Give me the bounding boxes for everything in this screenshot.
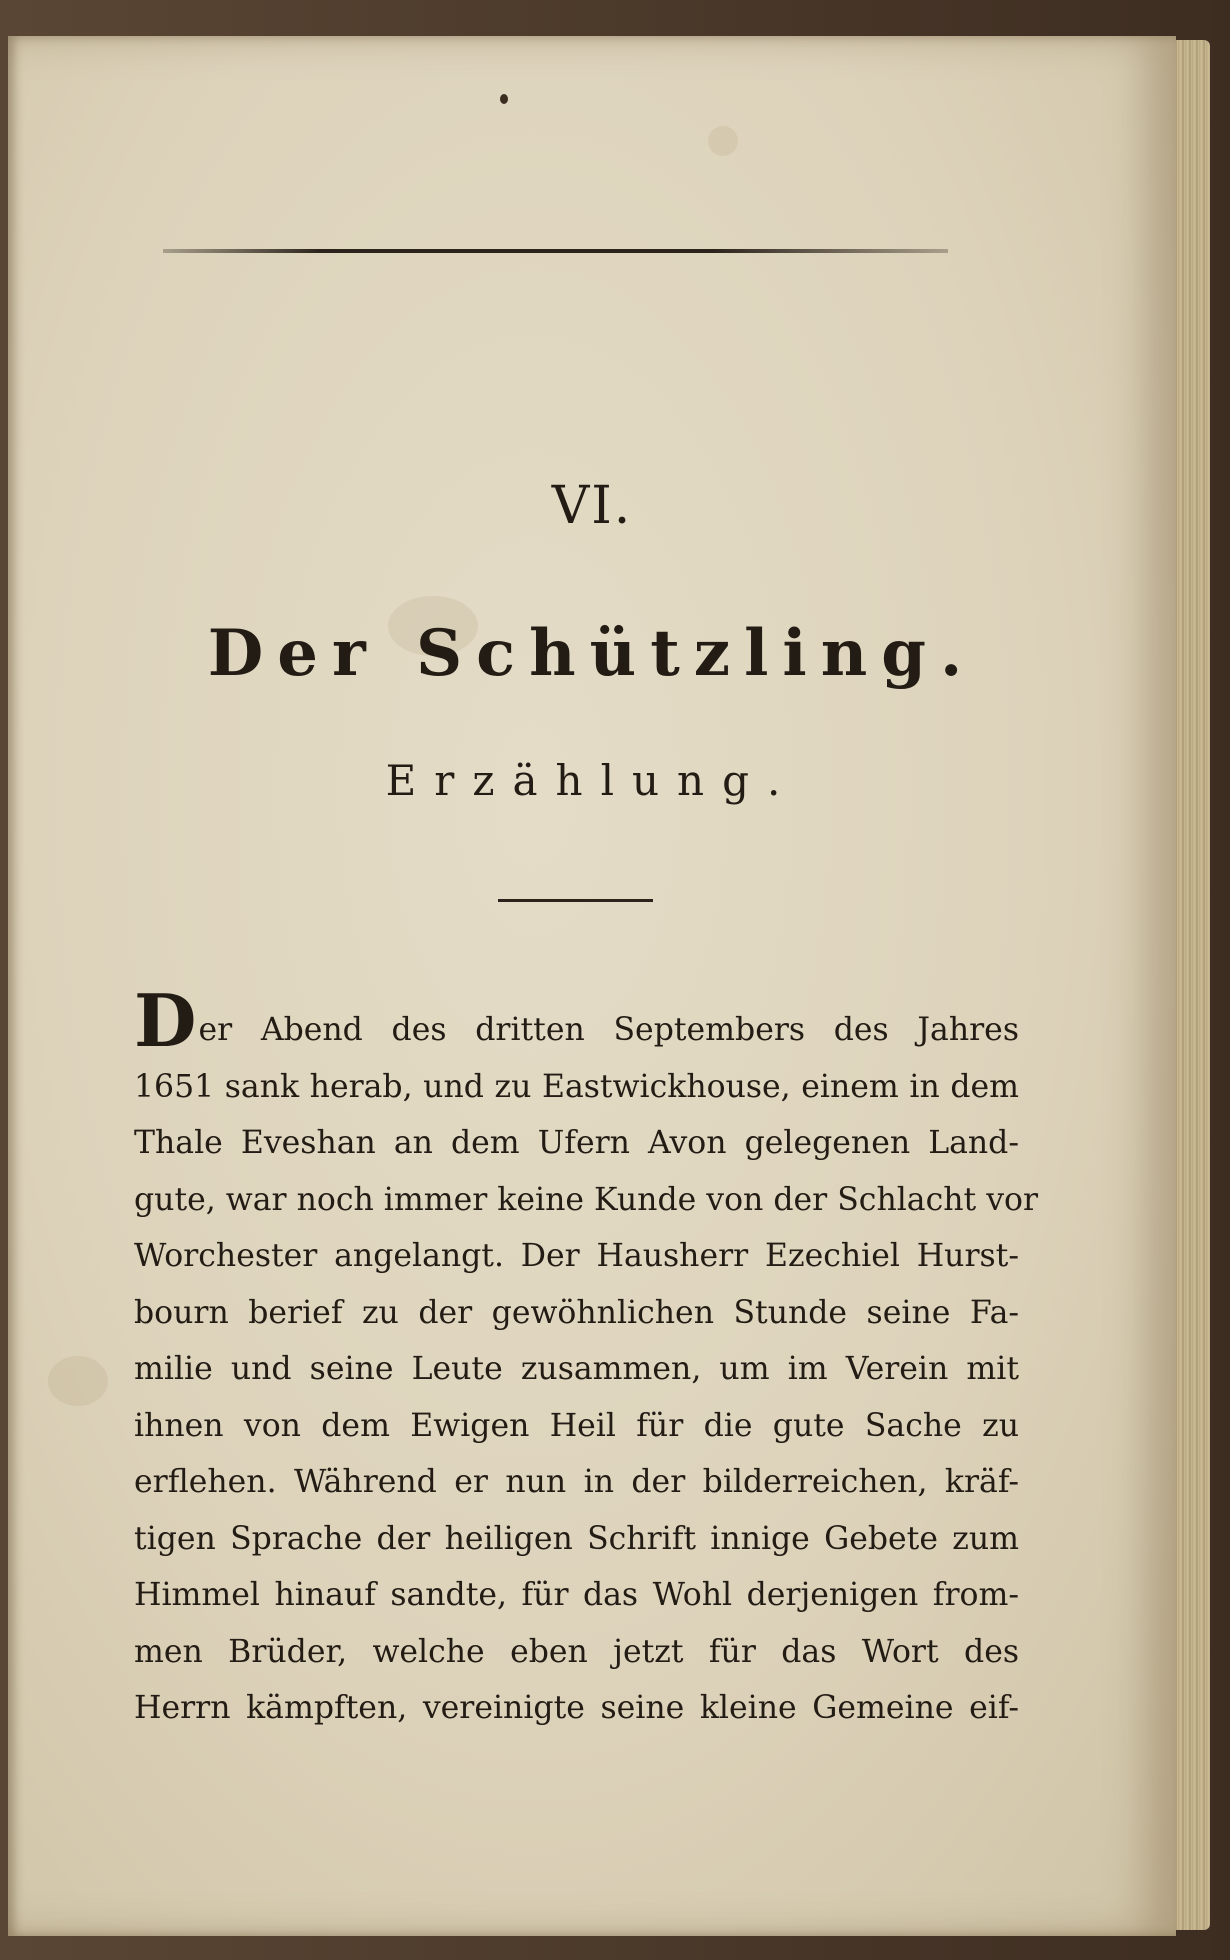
chapter-number: VI. <box>551 476 633 536</box>
chapter-subtitle: Erzählung. <box>385 756 799 805</box>
text-line: Himmel hinauf sandte, für das Wohl derjenigen from- <box>134 1577 1019 1613</box>
text-line: bourn berief zu der gewöhnlichen Stunde seine Fa- <box>134 1294 1019 1331</box>
text-line: milie und seine Leute zusammen, um im Verein mit <box>134 1351 1019 1387</box>
body-text <box>134 978 1039 1737</box>
text-line: Der Abend des dritten Septembers des Jahres <box>134 978 1019 1063</box>
text-line: ihnen von dem Ewigen Heil für die gute Sache zu <box>134 1407 1019 1444</box>
ink-dot <box>500 94 508 104</box>
book-page <box>8 36 1176 1936</box>
text-line: 1651 sank herab, und zu Eastwickhouse, einem in dem <box>134 1068 1019 1105</box>
text-line: Herrn kämpften, vereinigte seine kleine Gemeine eif- <box>134 1690 1019 1726</box>
text-line: tigen Sprache der heiligen Schrift innige Gebete zum <box>134 1520 1019 1557</box>
section-rule <box>498 899 653 902</box>
text-line: Thale Eveshan an dem Ufern Avon gelegenen Land- <box>134 1125 1019 1161</box>
text-line: erflehen. Während er nun in der bilderreichen, kräf- <box>134 1464 1019 1500</box>
header-rule <box>163 249 948 253</box>
text-line: Worchester angelangt. Der Hausherr Ezechiel Hurst- <box>134 1238 1019 1274</box>
paper-stain <box>708 126 738 156</box>
chapter-title: Der Schützling. <box>207 616 977 691</box>
text-line: gute, war noch immer keine Kunde von der Schlacht vor <box>134 1181 1039 1218</box>
paper-stain <box>48 1356 108 1406</box>
text-line: men Brüder, welche eben jetzt für das Wort des <box>134 1633 1019 1670</box>
drop-cap: D <box>134 978 197 1063</box>
